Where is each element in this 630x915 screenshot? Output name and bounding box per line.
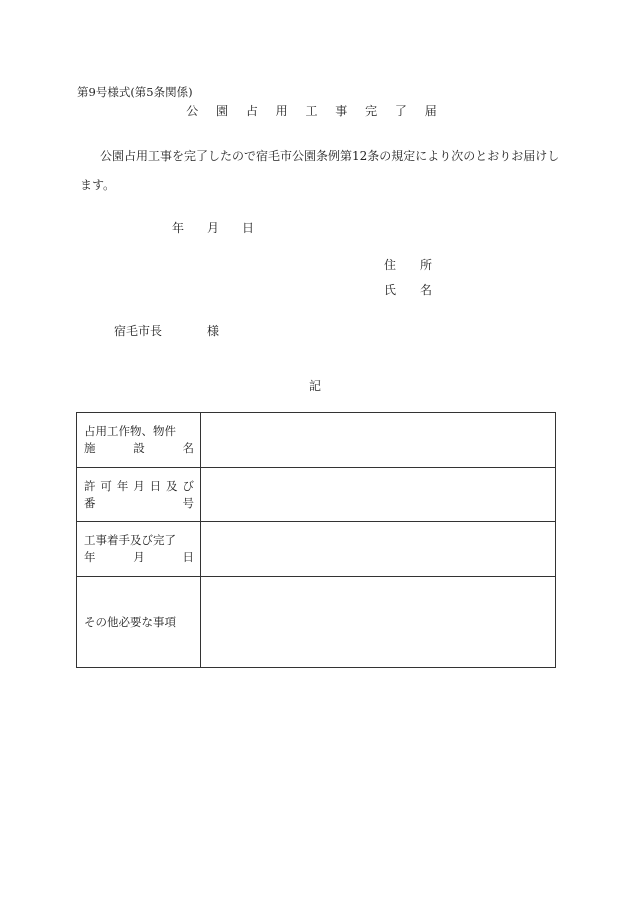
label-char: 号 [182, 495, 194, 510]
table-row-permit [77, 468, 556, 522]
value-other-matters[interactable] [201, 577, 556, 668]
form-number-label: 第9号様式(第5条関係) [77, 85, 193, 99]
address-label-char-1: 住 [384, 258, 397, 272]
date-day-label: 日 [242, 221, 255, 235]
value-work-dates[interactable] [201, 522, 556, 577]
name-label-char-2: 名 [420, 283, 433, 297]
label-char: 設 [133, 441, 145, 455]
label-occupied-object-line-1: 占用工作物、物件 [84, 424, 176, 438]
body-text-line-2: ます。 [80, 178, 116, 192]
ki-heading: 記 [308, 379, 321, 393]
address-label-char-2: 所 [420, 258, 433, 272]
label-permit-line-2 [84, 495, 194, 512]
addressee-mayor: 宿毛市長 [114, 324, 163, 338]
label-permit-line-1 [84, 478, 194, 495]
label-char: 番 [84, 495, 96, 510]
name-label [384, 281, 432, 298]
label-char: 月 [133, 550, 145, 564]
address-label [384, 256, 432, 273]
table-row-other-matters [77, 577, 556, 668]
label-char: 及 [166, 478, 178, 493]
label-occupied-object-line-2 [84, 440, 194, 457]
label-other-matters [77, 577, 201, 668]
value-occupied-object[interactable] [201, 413, 556, 468]
label-permit-date-number [77, 468, 201, 522]
label-char: 可 [100, 478, 112, 493]
items-table [76, 412, 556, 668]
label-work-dates-line-1: 工事着手及び完了 [84, 533, 176, 547]
label-char: 許 [84, 478, 96, 493]
table-row-occupied-object [77, 413, 556, 468]
label-char: 日 [149, 478, 162, 493]
label-char: 日 [182, 550, 194, 564]
addressee-honorific: 様 [207, 324, 220, 338]
label-other-matters-text: その他必要な事項 [84, 614, 176, 629]
label-work-dates [77, 522, 201, 577]
value-permit-date-number[interactable] [201, 468, 556, 522]
label-occupied-object [77, 413, 201, 468]
document-title: 公 園 占 用 工 事 完 了 届 [186, 104, 444, 118]
label-work-dates-line-2 [84, 549, 194, 566]
label-char: 名 [182, 441, 194, 455]
body-text-line-1: 公園占用工事を完了したので宿毛市公園条例第12条の規定により次のとおりお届けし [100, 149, 560, 163]
label-char: 月 [133, 478, 145, 493]
label-char: 年 [116, 478, 129, 493]
table-row-work-dates [77, 522, 556, 577]
label-char: 施 [84, 441, 96, 455]
name-label-char-1: 氏 [384, 283, 397, 297]
date-year-label: 年 [172, 221, 185, 235]
label-char: 年 [84, 550, 96, 564]
date-month-label: 月 [207, 221, 220, 235]
label-char: び [182, 478, 194, 493]
